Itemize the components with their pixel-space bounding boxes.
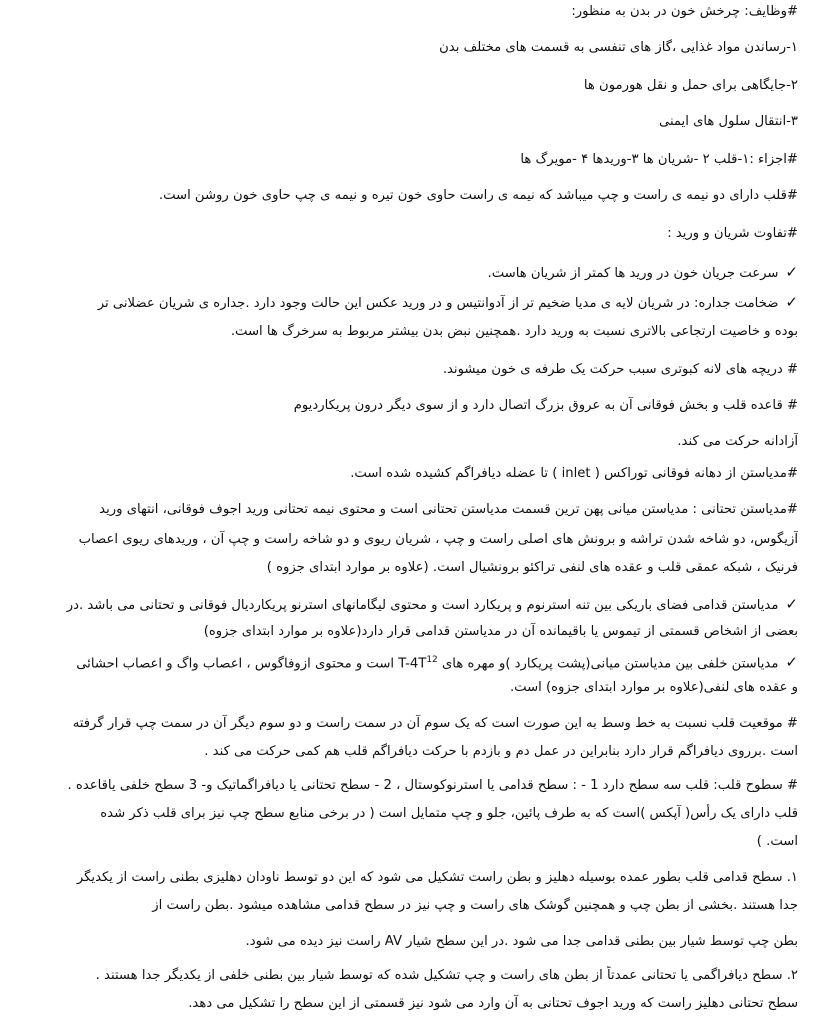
- text-line: [28, 530, 798, 550]
- text-line: [28, 714, 798, 734]
- line-text: قلب دارای یک رأس( آپکس )است که به طرف پائین، جلو و چپ متمایل است ( در برخی منابع سطح چپ نیز برای قلب ذکر شده: [100, 806, 798, 821]
- line-text: # قاعده قلب و بخش فوقانی آن به عروق بزرگ اتصال دارد و از سوی دیگر درون پریکاردیوم: [293, 398, 798, 413]
- line-text: سطح تحتانی دهلیز راست که ورید اجوف تحتانی به آن وارد می شود نیز قسمتی از این سطح را تشکیل می دهد.: [188, 996, 798, 1011]
- line-text: #مدیاستن از دهانه فوقانی توراکس ( inlet ) تا عضله دیافراگم کشیده شده است.: [350, 466, 798, 481]
- text-line: [28, 594, 798, 616]
- line-text: بطن چپ توسط شیار بین بطنی قدامی جدا می شود .در این سطح شیار AV راست نیز دیده می شود.: [245, 934, 798, 949]
- checkmark-icon: ✓: [785, 263, 798, 281]
- text-line: [28, 500, 798, 520]
- checkmark-icon: ✓: [785, 653, 798, 672]
- line-text: #تفاوت شریان و ورید :: [667, 226, 798, 241]
- line-text: ۱. سطح قدامی قلب بطور عمده بوسیله دهلیز و بطن راست تشکیل می شود که این دو توسط ناودان دهلیزی بطنی راست از یکدیگر: [76, 870, 798, 885]
- line-text: و عقده های لنفی(علاوه بر موارد ابتدای جزوه) است.: [509, 680, 798, 695]
- text-line: [28, 966, 798, 986]
- line-text: است .برروی دیافراگم قرار دارد بنابراین در عمل دم و بازدم با حرکت دیافراگم قلب هم کمی حرکت می کند .: [204, 744, 798, 759]
- text-line: [28, 994, 798, 1014]
- line-text: است. ): [756, 834, 798, 849]
- line-text: #وظایف: چرخش خون در بدن به منظور:: [571, 4, 798, 19]
- text-line: [28, 262, 798, 284]
- line-text: #اجزاء :۱-قلب ۲ -شریان ها ۳-وریدها ۴ -مویرگ ها: [520, 152, 798, 167]
- text-line: [28, 360, 798, 380]
- text-line: [28, 932, 798, 952]
- line-text: ۲-جایگاهی برای حمل و نقل هورمون ها: [583, 78, 798, 93]
- text-line: [28, 742, 798, 762]
- line-text-tail: است و محتوی ازوفاگوس ، اعصاب واگ و اعصاب احشائی: [76, 656, 399, 672]
- line-text: فرنیک ، شبکه عمقی قلب و عقده های لنفی تراکئو برونشیال است. (علاوه بر موارد ابتدای جزوه ): [266, 560, 798, 575]
- checkmark-icon: ✓: [785, 293, 798, 311]
- text-line: [28, 38, 798, 58]
- text-line: [28, 868, 798, 888]
- text-line: [28, 896, 798, 916]
- line-text: بعضی از اشخاص قسمتی از تیموس یا باقیمانده آن در مدیاستن قدامی قرار دارد(علاوه بر موارد ابتدای جزوه): [203, 624, 798, 639]
- text-line: [28, 186, 798, 206]
- text-line: [28, 804, 798, 824]
- text-line: [28, 464, 798, 484]
- text-line: [28, 678, 798, 698]
- line-text: # دریچه های لانه کبوتری سبب حرکت یک طرفه ی خون میشوند.: [442, 362, 798, 377]
- line-text: #قلب دارای دو نیمه ی راست و چپ میباشد که نیمه ی راست حاوی خون تیره و نیمه ی چپ حاوی خون روشن است.: [158, 188, 798, 203]
- text-line: [28, 322, 798, 342]
- text-line: [28, 224, 798, 244]
- text-line: [28, 112, 798, 132]
- text-line: [28, 432, 798, 452]
- line-text: #مدیاستن تحتانی : مدیاستن میانی پهن ترین قسمت مدیاستن تحتانی است و محتوی نیمه تحتانی ورید اجوف فوقانی، انتهای ورید: [99, 502, 798, 517]
- text-line: [28, 558, 798, 578]
- line-text: جدا هستند .بخشی از بطن چپ و همچنین گوشک های راست و چپ نیز در سطح قدامی مشاهده میشود .بطن راست از: [152, 898, 798, 913]
- line-text: آزادانه حرکت می کند.: [677, 434, 798, 449]
- line-text: # موقعیت قلب نسبت به خط وسط به این صورت است که یک سوم آن در سمت راست و دو سوم دیگر آن در سمت چپ قرار گرفته: [72, 716, 798, 731]
- text-line: [28, 650, 798, 674]
- line-text: آزیگوس، دو شاخه شدن تراشه و برونش های اصلی راست و چپ ، شریان ریوی و دو شاخه راست و چپ آن ، وریدهای ریوی اعصاب: [78, 532, 798, 547]
- line-text: ۲. سطح دیافراگمی یا تحتانی عمدتاً از بطن های راست و چپ تشکیل شده که توسط شیار بین بطنی خلفی از یکدیگر جدا هستند .: [95, 968, 798, 983]
- line-text: # سطوح قلب: قلب سه سطح دارد 1 - : سطح قدامی یا استرنوکوستال ، 2 - سطح تحتانی یا دیافراگماتیک و- 3 سطح خلفی یاقاعده .: [67, 778, 798, 793]
- text-line: [28, 76, 798, 96]
- text-line: [28, 622, 798, 642]
- line-text: مدیاستن خلفی بین مدیاستن میانی(پشت پریکارد )و مهره های T-4T: [398, 656, 779, 672]
- text-line: [28, 150, 798, 170]
- text-line: [28, 832, 798, 852]
- text-line: [28, 292, 798, 314]
- text-line: [28, 2, 798, 22]
- line-text: سرعت جریان خون در ورید ها کمتر از شریان هاست.: [487, 266, 779, 281]
- line-text: بوده و خاصیت ارتجاعی بالاتری نسبت به ورید دارد .همچنین نبض بدن بیشتر مربوط به سرخرگ ها است.: [230, 324, 798, 339]
- line-text: ۳-انتقال سلول های ایمنی: [658, 114, 798, 129]
- text-line: [28, 396, 798, 416]
- line-text: ضخامت جداره: در شریان لایه ی مدیا ضخیم تر از آدوانتیس و در ورید عکس این حالت وجود دارد .جداره ی شریان عضلانی تر: [97, 296, 779, 311]
- checkmark-icon: ✓: [785, 595, 798, 613]
- line-superscript: 12: [426, 655, 438, 665]
- line-text: مدیاستن قدامی فضای باریکی بین تنه استرنوم و پریکارد است و محتوی لیگامانهای استرنو پریکاردیال فوقانی و تحتانی می باشد .در: [66, 598, 779, 613]
- text-line: [28, 776, 798, 796]
- line-text: ۱-رساندن مواد غذایی ،گاز های تنفسی به قسمت های مختلف بدن: [439, 40, 798, 55]
